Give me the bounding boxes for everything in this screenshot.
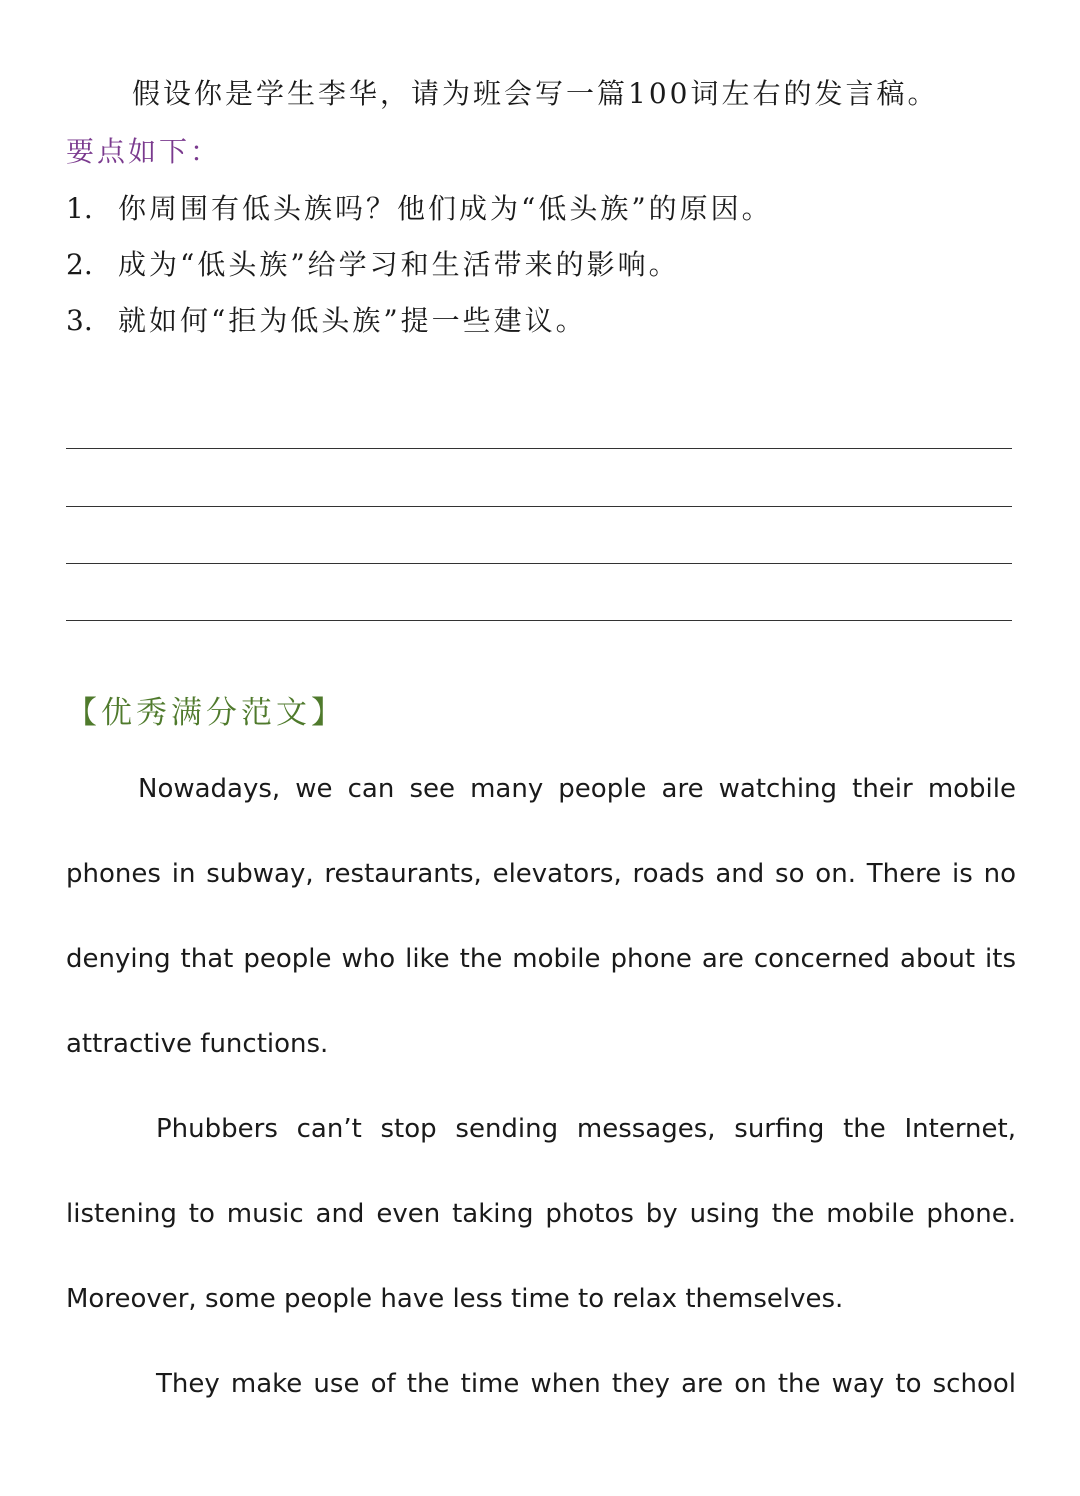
section-title: 【优秀满分范文】 (66, 695, 346, 731)
writing-line (66, 563, 1012, 564)
essay-line: They make use of the time when they are on the way to school (156, 1369, 1016, 1399)
point-text: 成为“低头族”给学习和生活带来的影响。 (118, 248, 680, 281)
essay-line: Moreover, some people have less time to relax themselves. (66, 1284, 844, 1314)
essay-line: Nowadays, we can see many people are watching their mobile (138, 774, 1016, 804)
point-number: 2. (66, 248, 93, 281)
point-number: 1. (66, 192, 93, 225)
essay-line: attractive functions. (66, 1029, 329, 1059)
essay-line: listening to music and even taking photos by using the mobile phone. (66, 1199, 1016, 1229)
point-item (66, 192, 773, 225)
point-number: 3. (66, 304, 93, 337)
point-item (66, 304, 587, 337)
point-text: 就如何“拒为低头族”提一些建议。 (118, 304, 587, 337)
point-text: 你周围有低头族吗？他们成为“低头族”的原因。 (118, 192, 773, 225)
essay-line: phones in subway, restaurants, elevators, roads and so on. There is no (66, 859, 1016, 889)
writing-line (66, 448, 1012, 449)
writing-line (66, 506, 1012, 507)
point-item (66, 248, 680, 281)
prompt-intro: 假设你是学生李华，请为班会写一篇100词左右的发言稿。 (132, 77, 939, 110)
points-heading: 要点如下： (66, 135, 222, 168)
writing-line (66, 620, 1012, 621)
essay-line: Phubbers can’t stop sending messages, surfing the Internet, (156, 1114, 1016, 1144)
essay-line: denying that people who like the mobile phone are concerned about its (66, 944, 1016, 974)
